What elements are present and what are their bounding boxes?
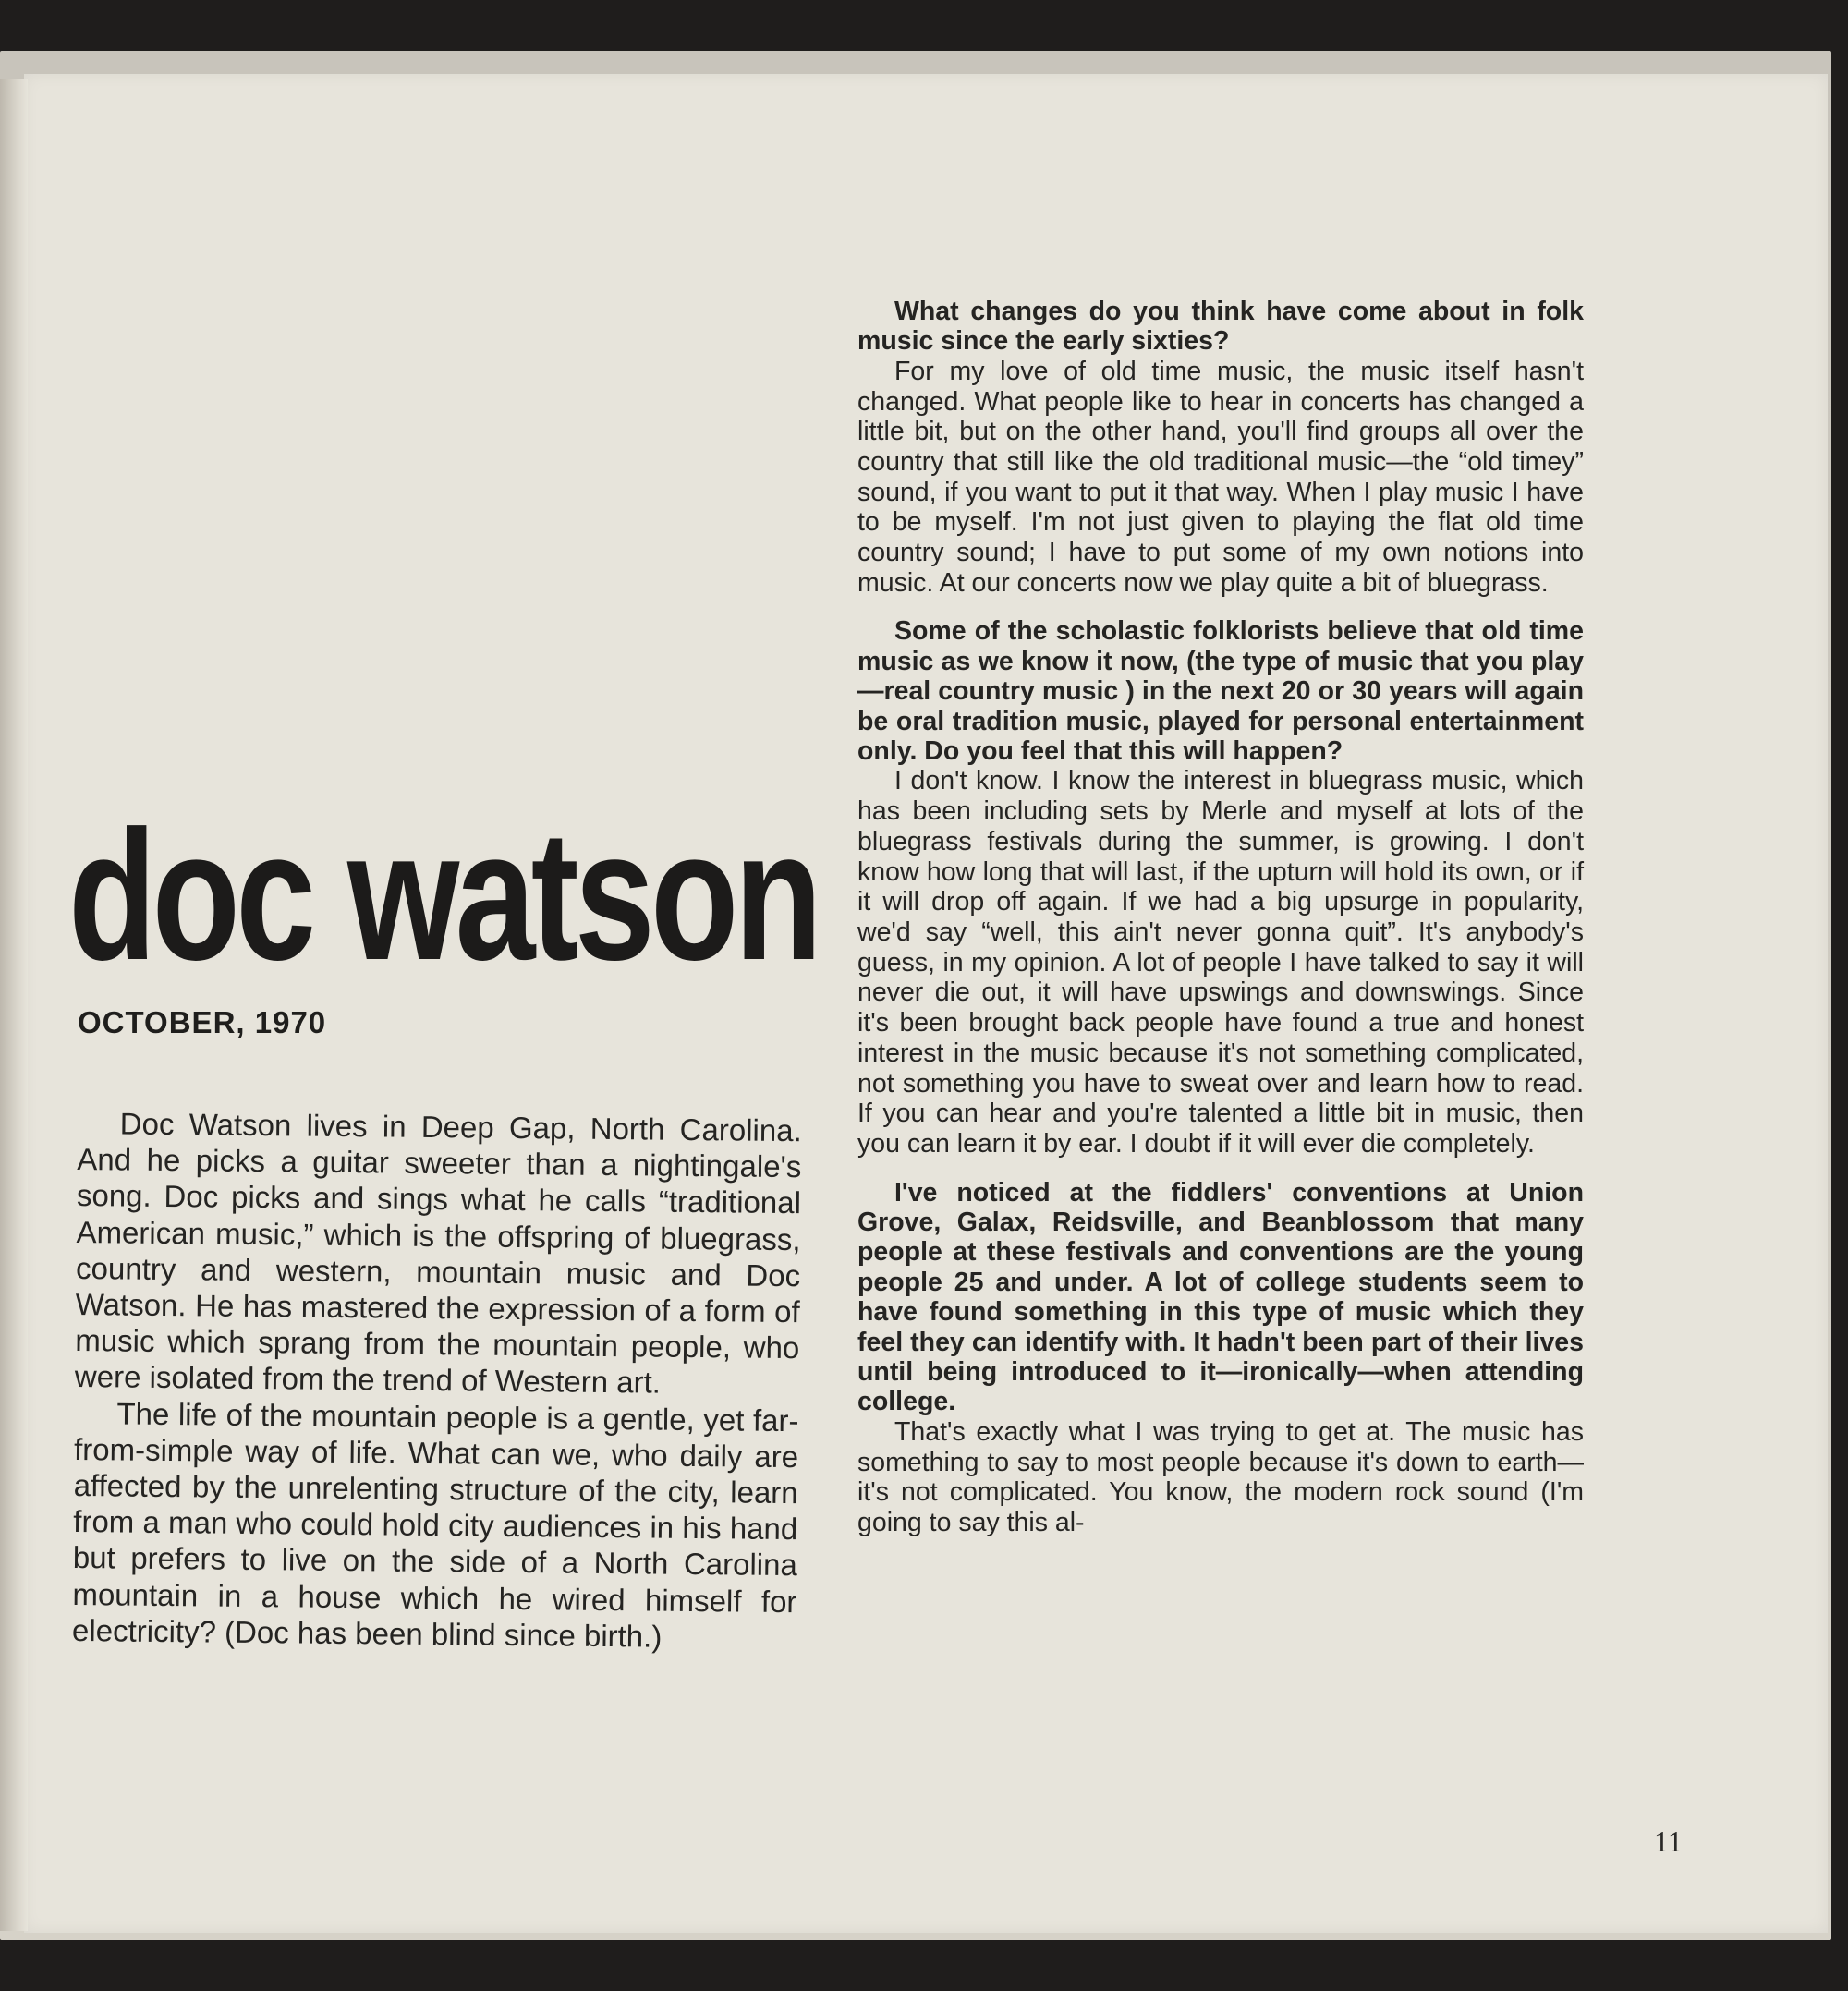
interview-answer: I don't know. I know the interest in bluegrass music, which has been including sets by Merle and myself at lots of the bluegrass festivals during the summer, is growing. I don't know how long that will last, if the upturn will hold its own, or if it will drop off again. If we had a big upsurge in popularity, we'd say “well, this ain't never gonna quit”. It's anybody's guess, in my opinion. A lot of people I have talked to say it will never die out, it will have upswings and downswings. Since it's been brought back people have found a true and honest interest in the music because it's not something complicated, not something you have to sweat over and learn how to read. If you can hear and you're talented a little bit in music, then you can learn it by ear. I doubt if it will ever die completely. bbox=[857, 766, 1584, 1159]
interview-question: What changes do you think have come about in folk music since the early sixties? bbox=[857, 297, 1584, 357]
intro-paragraph: The life of the mountain people is a gentle, yet far-from-simple way of life. What can we, who daily are affected by the unrelenting structure of the city, learn from a man who could hold city audiences in his hand but prefers to live on the side of a North Carolina mountain in a house which he wired himself for electricity? (Doc has been blind since birth.) bbox=[71, 1396, 799, 1654]
article-title: doc watson bbox=[68, 793, 819, 999]
interview-question: I've noticed at the fiddlers' conventions at Union Grove, Galax, Reidsville, and Beanblossom that many people at these festivals and conventions are the young people 25 and under. A lot of college students seem to have found something in this type of music which they feel they can identify with. It hadn't been part of their lives until being introduced to it—ironically—when attending college. bbox=[857, 1177, 1584, 1417]
interview-answer: For my love of old time music, the music itself hasn't changed. What people like to hear in concerts has changed a little bit, but on the other hand, you'll find groups all over the country that still like the old traditional music—the “old timey” sound, if you want to put it that way. When I play music I have to be myself. I'm not just given to playing the flat old time country sound; I have to put some of my own notions into music. At our concerts now we play quite a bit of bluegrass. bbox=[857, 356, 1584, 598]
interview-column bbox=[857, 297, 1584, 1538]
intro-paragraph: Doc Watson lives in Deep Gap, North Carolina. And he picks a guitar sweeter than a nightingale's song. Doc picks and sings what he calls “traditional American music,” which is the offspring of bluegrass, country and western, mountain music and Doc Watson. He has mastered the expression of a form of music which sprang from the mountain people, who were isolated from the trend of Western art. bbox=[74, 1106, 802, 1401]
intro-text bbox=[72, 1105, 802, 1656]
article-date: OCTOBER, 1970 bbox=[78, 1005, 327, 1039]
interview-answer: That's exactly what I was trying to get at. The music has something to say to most people because it's down to earth—it's not complicated. You know, the modern rock sound (I'm going to say this al- bbox=[857, 1416, 1584, 1537]
binding-gutter bbox=[0, 79, 28, 1931]
interview-question: Some of the scholastic folklorists believe that old time music as we know it now, (the type of music that you play—real country music ) in the next 20 or 30 years will again be oral tradition music, played for personal entertainment only. Do you feel that this will happen? bbox=[857, 616, 1584, 767]
page-number: 11 bbox=[1654, 1825, 1683, 1858]
